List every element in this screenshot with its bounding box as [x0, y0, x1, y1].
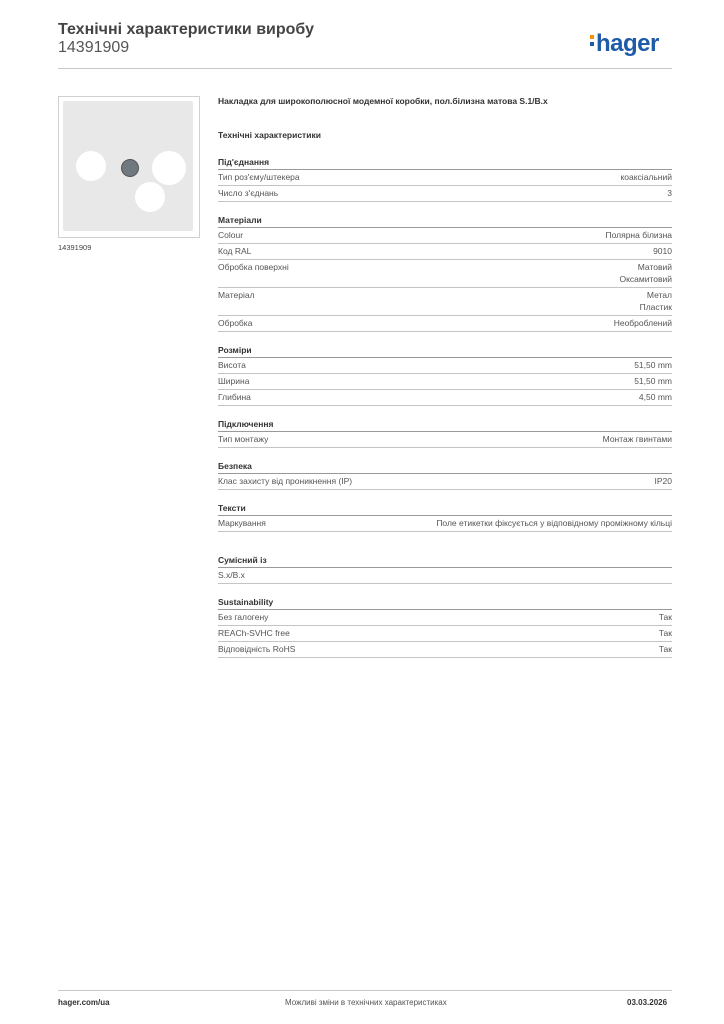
section-title: Під'єднання	[218, 156, 672, 170]
connector-hole-left	[76, 151, 106, 181]
product-number: 14391909	[58, 39, 130, 56]
section-title: Тексти	[218, 502, 672, 516]
connector-hole-bottom	[135, 182, 165, 212]
spec-label: Без галогену	[218, 612, 269, 622]
section-safety	[218, 460, 672, 490]
spec-label: REACh-SVHC free	[218, 628, 290, 638]
spec-label: Обробка поверхні	[218, 262, 289, 272]
page-title: Технічні характеристики виробу	[58, 21, 314, 38]
cover-plate-illustration	[63, 101, 193, 231]
section-title: Підключення	[218, 418, 672, 432]
spec-value: Так	[658, 628, 672, 638]
spec-value: Полярна білизна	[605, 230, 672, 240]
spec-label: Маркування	[218, 518, 266, 528]
section-title: Сумісний із	[218, 554, 672, 568]
footer-disclaimer: Можливі зміни в технічних характеристиках	[285, 998, 447, 1007]
logo-text: hager	[596, 30, 659, 57]
spec-content	[218, 96, 672, 658]
spec-label: Тип роз'єму/штекера	[218, 172, 300, 182]
spec-row	[218, 374, 672, 390]
spec-value: Поле етикетки фіксується у відповідному проміжному кільці	[436, 518, 672, 528]
spec-label: Клас захисту від проникнення (IP)	[218, 476, 353, 486]
section-texts	[218, 502, 672, 532]
footer-divider	[58, 990, 672, 991]
spec-value-line: Оксамитовий	[619, 274, 672, 284]
spec-row	[218, 186, 672, 202]
spec-value: Монтаж гвинтами	[602, 434, 672, 444]
image-caption: 14391909	[58, 243, 92, 252]
spec-value-line: Пластик	[639, 302, 672, 312]
section-sustainability	[218, 596, 672, 658]
spec-value: Так	[658, 644, 672, 654]
spec-value-line: Метал	[646, 290, 672, 300]
spec-value	[640, 289, 672, 313]
section-dimensions	[218, 344, 672, 406]
spec-row	[218, 642, 672, 658]
spec-row	[218, 228, 672, 244]
spec-label: Число з'єднань	[218, 188, 279, 198]
spec-label: Ширина	[218, 376, 250, 386]
spec-label: Матеріал	[218, 290, 255, 300]
spec-row	[218, 568, 672, 584]
spec-label: Обробка	[218, 318, 253, 328]
hager-logo	[590, 30, 659, 58]
section-installation	[218, 418, 672, 448]
spec-row	[218, 316, 672, 332]
spec-row	[218, 610, 672, 626]
spec-value: коаксіальний	[620, 172, 672, 182]
spec-title: Технічні характеристики	[218, 130, 321, 140]
spec-value-line: Матовий	[637, 262, 672, 272]
section-title: Безпека	[218, 460, 672, 474]
spec-value: 9010	[653, 246, 672, 256]
spec-row	[218, 358, 672, 374]
section-title: Sustainability	[218, 596, 672, 610]
spec-row	[218, 244, 672, 260]
section-title: Розміри	[218, 344, 672, 358]
spec-label: Тип монтажу	[218, 434, 269, 444]
spec-value: 51,50 mm	[634, 376, 672, 386]
section-compatible	[218, 554, 672, 584]
spec-label: Відповідність RoHS	[218, 644, 296, 654]
footer-date: 03.03.2026	[627, 998, 668, 1007]
spec-row	[218, 288, 672, 316]
spec-row	[218, 260, 672, 288]
product-image	[58, 96, 200, 238]
spec-row	[218, 474, 672, 490]
footer-website: hager.com/ua	[58, 998, 110, 1007]
logo-dots-icon	[590, 32, 595, 49]
spec-row	[218, 432, 672, 448]
spec-label: Висота	[218, 360, 246, 370]
spec-value: Необроблений	[613, 318, 672, 328]
spec-value	[619, 261, 672, 285]
spec-value: 3	[667, 188, 672, 198]
spec-value: IP20	[654, 476, 672, 486]
spec-label: Colour	[218, 230, 244, 240]
spec-label: Глибина	[218, 392, 251, 402]
spec-value: 51,50 mm	[634, 360, 672, 370]
spec-row	[218, 170, 672, 186]
spec-row	[218, 516, 672, 532]
spec-row	[218, 390, 672, 406]
spec-value: Так	[658, 612, 672, 622]
section-title: Матеріали	[218, 214, 672, 228]
spec-value: 4,50 mm	[638, 392, 672, 402]
screw-icon	[121, 159, 139, 177]
section-materials	[218, 214, 672, 332]
spec-label: Код RAL	[218, 246, 252, 256]
product-name: Накладка для широкополюсної модемної коробки, пол.білизна матова S.1/B.x	[218, 96, 548, 106]
header-divider	[58, 68, 672, 69]
section-connection	[218, 156, 672, 202]
spec-label: S.x/B.x	[218, 570, 245, 580]
spec-row	[218, 626, 672, 642]
connector-hole-right	[152, 151, 186, 185]
